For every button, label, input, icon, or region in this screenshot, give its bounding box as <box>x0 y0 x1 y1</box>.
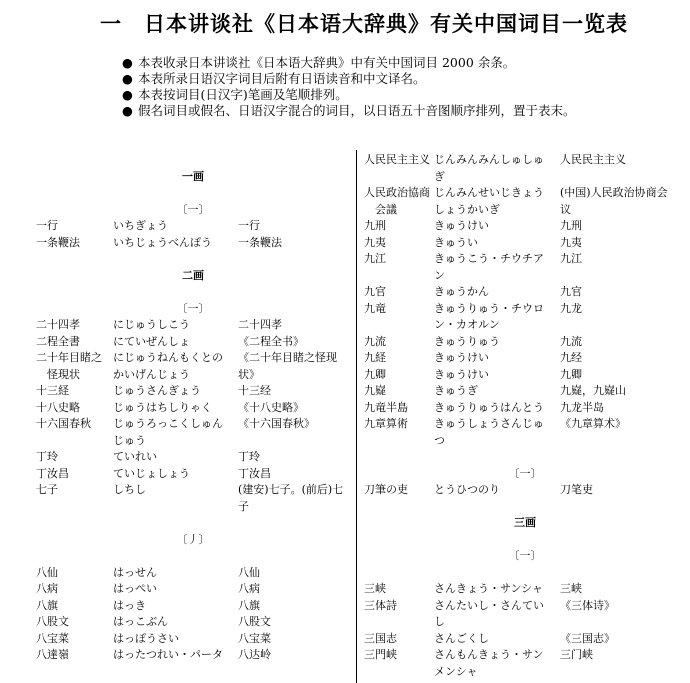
stroke-order-subheading: 〔一〕 <box>508 549 542 562</box>
entry-reading <box>434 416 560 449</box>
entry-translation-line: 《三体诗》 <box>560 598 615 612</box>
bullet-icon: ● <box>122 55 133 70</box>
entry-translation <box>560 416 686 449</box>
entry-translation-line: 八病 <box>238 582 260 595</box>
entry-reading-line: はっき <box>113 598 146 612</box>
entry-reading-line: にじゅうねんもくとの <box>113 351 223 364</box>
entry-translation-line: 二十四孝 <box>238 318 282 331</box>
entry-translation <box>238 631 350 648</box>
entry-translation <box>560 598 686 631</box>
right-column <box>364 152 686 680</box>
entry-word <box>364 218 434 235</box>
bullet-icon: ● <box>122 103 133 118</box>
entry-word <box>36 449 113 466</box>
entry-translation-line: (建安)七子。(前后)七 <box>238 483 344 496</box>
entry-word <box>36 350 113 383</box>
entry-translation <box>560 218 686 235</box>
entry-word <box>36 598 113 615</box>
entry-word-line: 八股文 <box>36 615 69 628</box>
entry-reading-line: つ <box>434 433 445 447</box>
entry-word-line: 三門峡 <box>364 648 397 661</box>
entry-translation-line: 九嶷，九嶷山 <box>560 384 626 397</box>
note-item <box>122 55 576 71</box>
entry-row <box>364 152 686 185</box>
entry-reading <box>434 598 560 631</box>
entry-row <box>364 185 686 218</box>
entry-word <box>364 152 434 185</box>
entry-translation <box>238 334 350 351</box>
bullet-icon: ● <box>122 87 133 102</box>
entry-word-line: 人民民主主义 <box>364 153 430 166</box>
entry-reading-line: きゅうい <box>434 235 478 249</box>
entry-translation-line: 九经 <box>560 351 582 364</box>
entry-translation <box>560 367 686 384</box>
entry-reading <box>434 383 560 400</box>
entry-translation-line: 十三经 <box>238 384 271 397</box>
entry-reading-line: はっぽうさい <box>113 631 179 645</box>
entry-translation <box>560 581 686 598</box>
entry-reading-line: ていれい <box>113 450 157 463</box>
entry-reading-line: きゅうりゅうはんとう <box>434 400 544 414</box>
entry-row <box>36 317 350 334</box>
entry-translation-line: 八股文 <box>238 615 271 628</box>
entry-reading-line: ン・カオルン <box>434 318 500 331</box>
entry-translation-line: 议 <box>560 202 571 216</box>
entry-translation-line: 一行 <box>238 219 260 232</box>
entry-reading-line: じんみんみんしゅしゅ <box>434 153 544 166</box>
entry-row <box>364 416 686 449</box>
entry-reading <box>434 400 560 417</box>
note-text: 本表收录日本讲谈社《日本语大辞典》中有关中国词目 2000 余条。 <box>138 55 516 70</box>
entry-reading-line: にていぜんしょ <box>113 334 190 348</box>
entry-translation-line: 《二程全书》 <box>238 334 304 348</box>
entry-reading <box>434 367 560 384</box>
entry-translation-line: 八达岭 <box>238 648 271 661</box>
entry-reading <box>434 218 560 235</box>
entry-translation <box>238 614 350 631</box>
entry-word-line: 三峡 <box>364 582 386 595</box>
entry-word <box>364 598 434 631</box>
entry-translation <box>238 598 350 615</box>
entry-word <box>36 400 113 417</box>
entry-row <box>364 400 686 417</box>
entry-word-line: 丁汝昌 <box>36 466 69 480</box>
entry-word-line: 八旗 <box>36 598 58 612</box>
entry-translation-line: 《二十年目睹之怪现状》 <box>238 351 337 381</box>
entry-reading <box>113 218 238 235</box>
entry-reading <box>434 284 560 301</box>
entry-translation-line: (中国)人民政治协商会 <box>560 186 668 199</box>
entry-row <box>364 235 686 252</box>
entry-row <box>36 334 350 351</box>
entry-word-line: 三体詩 <box>364 598 397 612</box>
entry-word <box>36 218 113 235</box>
stroke-order-subheading: 〔一〕 <box>176 301 210 315</box>
entry-word <box>364 581 434 598</box>
stroke-order-subheading: 〔丿〕 <box>176 532 210 546</box>
spacer <box>364 532 686 549</box>
entry-translation-line: 九流 <box>560 334 582 348</box>
notes-list <box>122 55 576 119</box>
entry-row <box>36 383 350 400</box>
entry-reading <box>434 581 560 598</box>
entry-translation <box>238 647 350 664</box>
entry-word-line: 三国志 <box>364 631 397 645</box>
entry-word-line: 九官 <box>364 285 386 298</box>
entry-translation <box>560 334 686 351</box>
entry-word <box>36 565 113 582</box>
entry-word-line: 刀筆の吏 <box>364 483 408 496</box>
entry-reading-line: メンシャ <box>434 664 478 678</box>
entry-word-line: 九竜 <box>364 301 386 315</box>
entry-word <box>364 482 434 499</box>
entry-reading-line: じゅうろっこくしゅん <box>113 417 223 430</box>
entry-row <box>364 350 686 367</box>
spacer <box>36 251 350 268</box>
entry-reading <box>113 565 238 582</box>
entry-reading-line: きゅうこう・チウチア <box>434 252 544 265</box>
entry-translation <box>560 301 686 334</box>
entry-word <box>364 416 434 449</box>
entry-row <box>36 416 350 449</box>
entry-translation-line: 《九章算术》 <box>560 417 626 430</box>
entry-translation-line: 《十六国春秋》 <box>238 417 315 430</box>
note-text: 假名词目或假名、日语汉字混合的词目，以日语五十音图顺序排列，置于表末。 <box>138 103 576 118</box>
entry-row <box>36 466 350 483</box>
entry-row <box>36 614 350 631</box>
column-divider <box>356 150 357 683</box>
entry-reading <box>113 482 238 515</box>
entry-translation <box>238 235 350 252</box>
entry-translation <box>560 284 686 301</box>
spacer <box>364 565 686 582</box>
entry-row <box>36 449 350 466</box>
entry-translation <box>560 152 686 185</box>
entry-translation <box>238 581 350 598</box>
entry-row <box>364 647 686 680</box>
entry-row <box>36 631 350 648</box>
entry-translation <box>238 350 350 383</box>
entry-reading <box>113 581 238 598</box>
entry-word <box>364 367 434 384</box>
entry-reading <box>113 631 238 648</box>
entry-word <box>364 251 434 284</box>
entry-word-line: 二十年目睹之 <box>36 351 102 364</box>
note-text: 本表按词目(日汉字)笔画及笔顺排列。 <box>138 87 348 102</box>
entry-translation-line: 子 <box>238 499 249 513</box>
entry-word-line: 二十四孝 <box>36 318 80 331</box>
entry-translation <box>560 185 686 218</box>
entry-reading-line: いちぎょう <box>113 219 168 232</box>
entry-reading-line: きゅうりゅう・チウロ <box>434 301 544 315</box>
entry-reading-line: にじゅうしこう <box>113 318 190 331</box>
entry-word <box>364 185 434 218</box>
entry-word-line: 丁玲 <box>36 450 58 463</box>
entry-translation <box>560 251 686 284</box>
entry-word-line: 一行 <box>36 219 58 232</box>
entry-word <box>364 334 434 351</box>
entry-reading-line: ン <box>434 268 445 282</box>
entry-reading <box>113 317 238 334</box>
entry-translation <box>560 482 686 499</box>
entry-row <box>364 334 686 351</box>
entry-translation <box>560 235 686 252</box>
entry-reading <box>113 598 238 615</box>
entry-reading-line: しちし <box>113 483 146 496</box>
entry-word <box>364 400 434 417</box>
left-column <box>36 152 350 664</box>
entry-reading-line: さんきょう・サンシャ <box>434 582 543 595</box>
entry-translation <box>560 383 686 400</box>
entry-reading <box>434 482 560 499</box>
entry-word <box>364 647 434 680</box>
entry-word-line: 九江 <box>364 252 386 265</box>
entry-translation <box>238 449 350 466</box>
entry-reading <box>434 185 560 218</box>
entry-reading-line: じんみんせいじきょう <box>434 186 544 199</box>
entry-word <box>364 284 434 301</box>
spacer <box>36 152 350 169</box>
entry-word-line: 怪現状 <box>36 367 80 381</box>
entry-word <box>364 383 434 400</box>
entry-reading-line: きゅうしょうさんじゅ <box>434 417 544 430</box>
spacer <box>364 499 686 516</box>
entry-translation <box>238 317 350 334</box>
entry-word <box>36 647 113 664</box>
entry-row <box>364 598 686 631</box>
entry-reading-line: はっこぶん <box>113 615 168 628</box>
entry-word <box>36 334 113 351</box>
entry-word-line: 九刑 <box>364 219 386 232</box>
entry-translation-line: 九夷 <box>560 235 582 249</box>
entry-word <box>36 482 113 515</box>
entry-row <box>36 350 350 383</box>
entry-translation-line: 九卿 <box>560 367 582 381</box>
entry-word-line: 十三経 <box>36 384 69 397</box>
note-text: 本表所录日语汉字词目后附有日语读音和中文译名。 <box>138 71 426 86</box>
entry-translation <box>238 565 350 582</box>
entry-word <box>36 614 113 631</box>
entry-reading <box>113 400 238 417</box>
entry-word <box>364 350 434 367</box>
entry-reading <box>113 614 238 631</box>
stroke-order-subheading: 〔一〕 <box>508 466 542 480</box>
entry-reading-line: ていじょしょう <box>113 466 190 480</box>
entry-translation-line: 刀笔吏 <box>560 483 593 496</box>
entry-row <box>364 367 686 384</box>
entry-word-line: 十八史略 <box>36 400 80 414</box>
entry-translation <box>238 466 350 483</box>
entry-word-line: 九章算術 <box>364 417 408 430</box>
entry-word-line: 九卿 <box>364 367 386 381</box>
entry-reading-line: しょうかいぎ <box>434 202 500 216</box>
entry-translation-line: 《十八史略》 <box>238 400 304 414</box>
entry-translation-line: 九官 <box>560 285 582 298</box>
entry-reading <box>113 466 238 483</box>
entry-row <box>36 598 350 615</box>
entry-row <box>364 631 686 648</box>
entry-reading-line: きゅうかん <box>434 285 489 298</box>
entry-row <box>364 581 686 598</box>
spacer <box>36 185 350 202</box>
entry-word <box>36 466 113 483</box>
entry-reading-line: きゅうりゅう <box>434 334 500 348</box>
entry-reading-line: きゅうぎ <box>434 384 478 397</box>
entry-word-line: 九夷 <box>364 235 386 249</box>
entry-word-line: 八宝菜 <box>36 631 69 645</box>
entry-translation <box>238 218 350 235</box>
entry-word-line: 八病 <box>36 582 58 595</box>
entry-word <box>364 301 434 334</box>
entry-translation <box>560 400 686 417</box>
entry-word <box>36 317 113 334</box>
note-item <box>122 103 576 119</box>
entry-row <box>36 235 350 252</box>
entry-word <box>36 235 113 252</box>
entry-translation-line: 丁玲 <box>238 450 260 463</box>
entry-row <box>364 218 686 235</box>
entry-reading-line: じゅう <box>113 433 146 447</box>
entry-reading <box>113 383 238 400</box>
entry-reading <box>113 449 238 466</box>
entry-reading-line: はっせん <box>113 565 157 579</box>
entry-word <box>36 416 113 449</box>
entry-reading <box>434 152 560 185</box>
entry-word-line: 九経 <box>364 351 386 364</box>
note-item <box>122 71 576 87</box>
entry-reading-line: かいげんじょう <box>113 367 190 381</box>
entry-row <box>36 565 350 582</box>
entry-word-line: 七子 <box>36 483 58 496</box>
entry-word-line: 八仙 <box>36 565 58 579</box>
entry-reading <box>113 235 238 252</box>
entry-reading <box>113 334 238 351</box>
spacer <box>364 449 686 466</box>
entry-reading-line: さんもんきょう・サン <box>434 648 544 661</box>
entry-translation <box>238 383 350 400</box>
entry-word <box>36 383 113 400</box>
entry-reading <box>434 301 560 334</box>
entry-row <box>36 218 350 235</box>
entry-row <box>364 482 686 499</box>
entry-translation-line: 人民民主主义 <box>560 153 626 166</box>
entry-reading <box>113 416 238 449</box>
stroke-count-heading: 二画 <box>182 268 204 282</box>
entry-word-line: 十六国春秋 <box>36 417 91 430</box>
entry-reading <box>434 631 560 648</box>
entry-reading <box>113 647 238 664</box>
entry-translation-line: 丁汝昌 <box>238 466 271 480</box>
entry-row <box>36 400 350 417</box>
entry-translation-line: 九龙 <box>560 301 582 315</box>
entry-word-line: 二程全書 <box>36 334 80 348</box>
spacer <box>36 548 350 565</box>
entry-translation-line: 九龙半岛 <box>560 400 604 414</box>
entry-word <box>36 631 113 648</box>
entry-row <box>364 383 686 400</box>
entry-translation-line: 九江 <box>560 252 582 265</box>
spacer <box>36 284 350 301</box>
entry-reading-line: ぎ <box>434 169 445 183</box>
entry-word-line: 会議 <box>364 202 397 216</box>
entry-translation-line: 八旗 <box>238 598 260 612</box>
entry-reading-line: とうひつのり <box>434 483 500 496</box>
entry-reading <box>113 350 238 383</box>
entry-translation <box>560 631 686 648</box>
entry-reading-line: きゅうけい <box>434 219 489 232</box>
entry-reading-line: し <box>434 615 445 628</box>
entry-word-line: 九嶷 <box>364 384 386 397</box>
entry-translation-line: 三门峡 <box>560 648 593 661</box>
entry-word <box>36 581 113 598</box>
bullet-icon: ● <box>122 71 133 86</box>
entry-reading-line: さんたいし・さんてい <box>434 598 544 612</box>
entry-translation-line: 《三国志》 <box>560 631 615 645</box>
entry-translation-line: 八仙 <box>238 565 260 579</box>
spacer <box>36 515 350 532</box>
entry-row <box>364 284 686 301</box>
stroke-order-subheading: 〔一〕 <box>176 202 210 216</box>
entry-translation <box>238 416 350 449</box>
entry-word-line: 九流 <box>364 334 386 348</box>
entry-reading-line: いちじょうべんぽう <box>113 235 212 249</box>
entry-translation-line: 三峡 <box>560 582 582 595</box>
entry-reading-line: はったつれい・パータ <box>113 648 223 661</box>
entry-translation <box>560 647 686 680</box>
entry-translation-line: 九刑 <box>560 219 582 232</box>
entry-translation <box>238 400 350 417</box>
entry-row <box>36 581 350 598</box>
entry-word-line: 八達嶺 <box>36 648 69 661</box>
page-title: 一 日本讲谈社《日本语大辞典》有关中国词目一览表 <box>100 11 628 36</box>
entry-reading-line: きゅうけい <box>434 367 489 381</box>
entry-word <box>364 235 434 252</box>
entry-row <box>36 647 350 664</box>
entry-reading <box>434 235 560 252</box>
entry-word-line: 一条鞭法 <box>36 235 80 249</box>
entry-word-line: 人民政治協商 <box>364 186 430 199</box>
entry-translation-line: 八宝菜 <box>238 631 271 645</box>
entry-word-line: 九竜半島 <box>364 400 408 414</box>
entry-translation-line: 一条鞭法 <box>238 235 282 249</box>
entry-reading-line: じゅうさんぎょう <box>113 384 201 397</box>
entry-reading <box>434 334 560 351</box>
stroke-count-heading: 一画 <box>182 169 204 183</box>
entry-translation <box>560 350 686 367</box>
entry-translation <box>238 482 350 515</box>
entry-reading <box>434 251 560 284</box>
entry-word <box>364 631 434 648</box>
entry-reading-line: じゅうはちしりゃく <box>113 400 212 414</box>
entry-reading <box>434 350 560 367</box>
entry-row <box>364 251 686 284</box>
entry-reading-line: はっぺい <box>113 582 157 595</box>
entry-row <box>364 301 686 334</box>
entry-row <box>36 482 350 515</box>
entry-reading <box>434 647 560 680</box>
entry-reading-line: きゅうけい <box>434 351 489 364</box>
entry-reading-line: さんごくし <box>434 631 489 645</box>
note-item <box>122 87 576 103</box>
stroke-count-heading: 三画 <box>514 516 536 529</box>
